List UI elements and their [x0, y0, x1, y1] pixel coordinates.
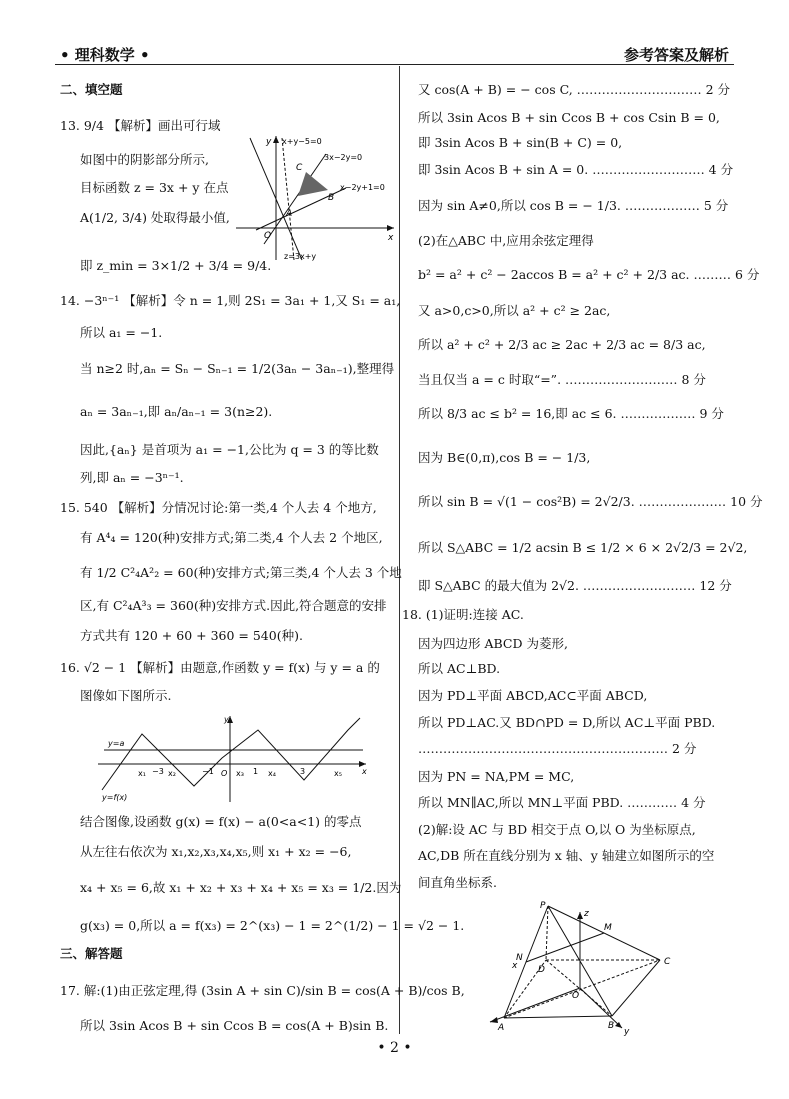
q18-line-2: 因为四边形 ABCD 为菱形, [418, 636, 568, 651]
svg-text:P: P [540, 901, 546, 911]
svg-text:N: N [516, 953, 523, 963]
section-answer: 三、解答题 [60, 946, 123, 961]
q15-line-3: 有 1/2 C²₄A²₂ = 60(种)安排方式;第三类,4 个人去 3 个地 [80, 565, 402, 580]
r-line-4: 即 3sin Acos B + sin A = 0. ……………………… 4 分 [418, 162, 734, 177]
svg-text:M: M [604, 923, 612, 933]
r-line-5: 因为 sin A≠0,所以 cos B = − 1/3. ……………… 5 分 [418, 198, 729, 213]
q18-pyramid-figure [476, 898, 688, 1036]
q16-line-1: 16. √2 − 1 【解析】由题意,作函数 y = f(x) 与 y = a 的 [60, 660, 380, 675]
r-line-11: 所以 8/3 ac ≤ b² = 16,即 ac ≤ 6. ……………… 9 分 [418, 406, 724, 421]
q18-line-10: AC,DB 所在直线分别为 x 轴、y 轴建立如图所示的空 [418, 848, 715, 863]
svg-text:O: O [264, 231, 272, 241]
r-line-9: 所以 a² + c² + 2/3 ac ≥ 2ac + 2/3 ac = 8/3 ac, [418, 337, 706, 352]
q18-line-11: 间直角坐标系. [418, 875, 497, 890]
r-line-14: 所以 S△ABC = 1/2 acsin B ≤ 1/2 × 6 × 2√2/3 = 2√2, [418, 540, 748, 555]
q16-line-2: 图像如下图所示. [80, 688, 172, 703]
q15-line-1: 15. 540 【解析】分情况讨论:第一类,4 个人去 4 个地方, [60, 500, 377, 515]
q17-line-1: 17. 解:(1)由正弦定理,得 (3sin A + sin C)/sin B = cos(A + B)/cos B, [60, 983, 465, 998]
q13-line-5: 即 z_min = 3×1/2 + 3/4 = 9/4. [80, 258, 272, 273]
svg-text:y: y [224, 715, 229, 724]
svg-text:x₂: x₂ [168, 769, 176, 778]
r-line-6: (2)在△ABC 中,应用余弦定理得 [418, 233, 594, 248]
r-line-7: b² = a² + c² − 2accos B = a² + c² + 2/3 ac. ……… 6 分 [418, 267, 760, 282]
r-line-1: 又 cos(A + B) = − cos C, ………………………… 2 分 [418, 82, 731, 97]
svg-text:−1: −1 [202, 767, 214, 776]
q16b-line-4: g(x₃) = 0,所以 a = f(x₃) = 2^(x₃) − 1 = 2^(1/2) − 1 = √2 − 1. [80, 918, 465, 933]
svg-text:1: 1 [253, 767, 259, 776]
q18-line-5: 所以 PD⊥AC.又 BD∩PD = D,所以 AC⊥平面 PBD. [418, 715, 716, 730]
svg-text:3: 3 [300, 767, 306, 776]
page-number: • 2 • [377, 1040, 412, 1056]
svg-text:A: A [498, 1023, 505, 1033]
q16-label-yfx: y=f(x) [102, 793, 128, 802]
svg-text:B: B [328, 193, 335, 203]
svg-text:x₅: x₅ [334, 769, 342, 778]
q18-line-8: 所以 MN∥AC,所以 MN⊥平面 PBD. ………… 4 分 [418, 795, 706, 810]
q18-line-7: 因为 PN = NA,PM = MC, [418, 769, 575, 784]
q14-line-6: 列,即 aₙ = −3ⁿ⁻¹. [80, 470, 184, 485]
q16-label-ya: y=a [108, 739, 125, 748]
q14-line-3: 当 n≥2 时,aₙ = Sₙ − Sₙ₋₁ = 1/2(3aₙ − 3aₙ₋₁),整理得 [80, 361, 395, 376]
svg-text:x₁: x₁ [138, 769, 146, 778]
r-line-13: 所以 sin B = √(1 − cos²B) = 2√2/3. ………………… 10 分 [418, 494, 763, 509]
q18-line-9: (2)解:设 AC 与 BD 相交于点 O,以 O 为坐标原点, [418, 822, 696, 837]
header-rule [55, 64, 734, 65]
q18-line-3: 所以 AC⊥BD. [418, 661, 501, 676]
header-subject: • 理科数学 • [60, 46, 150, 64]
svg-text:y: y [624, 1027, 630, 1036]
svg-text:x₄: x₄ [268, 769, 276, 778]
svg-text:y: y [266, 137, 272, 147]
svg-text:D: D [538, 965, 545, 975]
q13-line-label-1: x+y−5=0 [282, 137, 322, 146]
section-fill-in: 二、填空题 [60, 82, 123, 97]
q14-line-2: 所以 a₁ = −1. [80, 325, 163, 340]
q13-line-label-3: x−2y+1=0 [340, 183, 385, 192]
q18-line-6: …………………………………………………… 2 分 [418, 741, 697, 756]
r-line-10: 当且仅当 a = c 时取“=”. ……………………… 8 分 [418, 372, 706, 387]
q13-line-label-2: 3x−2y=0 [324, 153, 363, 162]
q13-line-4: A(1/2, 3/4) 处取得最小值, [80, 210, 230, 225]
q18-line-1: 18. (1)证明:连接 AC. [402, 607, 524, 622]
q16b-line-1: 结合图像,设函数 g(x) = f(x) − a(0<a<1) 的零点 [80, 814, 362, 829]
q16-function-graph [98, 712, 380, 804]
q14-line-5: 因此,{aₙ} 是首项为 a₁ = −1,公比为 q = 3 的等比数 [80, 442, 379, 457]
q18-line-4: 因为 PD⊥平面 ABCD,AC⊂平面 ABCD, [418, 688, 648, 703]
r-line-3: 即 3sin Acos B + sin(B + C) = 0, [418, 135, 623, 150]
svg-text:C: C [296, 163, 303, 173]
svg-text:x: x [388, 233, 394, 243]
q15-line-4: 区,有 C²₄A³₃ = 360(种)安排方式.因此,符合题意的安排 [80, 598, 387, 613]
q15-line-5: 方式共有 120 + 60 + 360 = 540(种). [80, 628, 303, 643]
q16b-line-3: x₄ + x₅ = 6,故 x₁ + x₂ + x₃ + x₄ + x₅ = x₃ = 1/2.因为 [80, 880, 402, 895]
q16b-line-2: 从左往右依次为 x₁,x₂,x₃,x₄,x₅,则 x₁ + x₂ = −6, [80, 844, 352, 859]
r-line-12: 因为 B∈(0,π),cos B = − 1/3, [418, 450, 591, 465]
q13-line-label-4: z=3x+y [284, 252, 317, 261]
svg-text:z: z [584, 909, 589, 919]
q17-line-2: 所以 3sin Acos B + sin Ccos B = cos(A + B)sin B. [80, 1018, 389, 1033]
svg-text:x: x [362, 767, 367, 776]
svg-text:x: x [512, 961, 518, 971]
r-line-8: 又 a>0,c>0,所以 a² + c² ≥ 2ac, [418, 303, 611, 318]
q14-line-4: aₙ = 3aₙ₋₁,即 aₙ/aₙ₋₁ = 3(n≥2). [80, 404, 273, 419]
q13-line-1: 13. 9/4 【解析】画出可行域 [60, 118, 221, 133]
header-title: 参考答案及解析 [623, 46, 729, 64]
svg-text:B: B [608, 1021, 615, 1031]
q13-line-3: 目标函数 z = 3x + y 在点 [80, 180, 229, 195]
svg-text:C: C [664, 957, 671, 967]
r-line-2: 所以 3sin Acos B + sin Ccos B + cos Csin B = 0, [418, 110, 720, 125]
q13-feasible-region-figure [236, 132, 396, 262]
r-line-15: 即 S△ABC 的最大值为 2√2. ……………………… 12 分 [418, 578, 732, 593]
svg-text:O: O [572, 991, 580, 1001]
svg-text:A: A [286, 209, 293, 219]
svg-text:−3: −3 [152, 767, 164, 776]
svg-text:x₃: x₃ [236, 769, 244, 778]
q15-line-2: 有 A⁴₄ = 120(种)安排方式;第二类,4 个人去 2 个地区, [80, 530, 383, 545]
q14-line-1: 14. −3ⁿ⁻¹ 【解析】令 n = 1,则 2S₁ = 3a₁ + 1,又 S₁ = a₁, [60, 293, 401, 308]
svg-text:O: O [221, 769, 228, 778]
q13-line-2: 如图中的阴影部分所示, [80, 152, 209, 167]
